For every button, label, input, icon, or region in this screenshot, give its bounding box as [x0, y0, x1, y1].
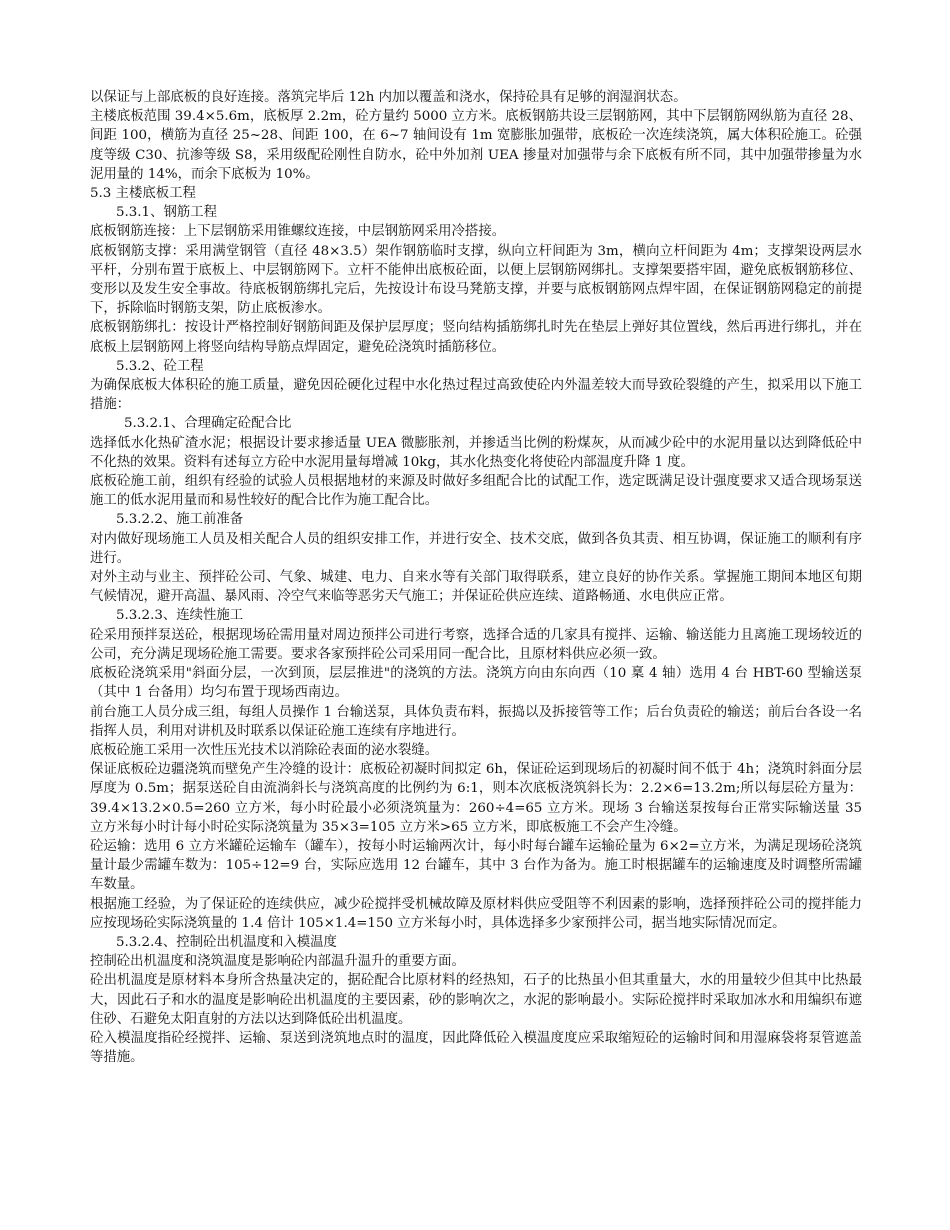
- paragraph: 砼运输：选用 6 立方米罐砼运输车（罐车），按每小时运输两次计，每小时每台罐车运输砼量为 6×2=立方米，为满足现场砼浇筑量计最少需罐车数为：105÷12=9 台，实际应选用 12 台罐车，其中 3 台作为备为。施工时根据罐车的运输速度及时调整所需罐车数量。: [90, 838, 862, 893]
- paragraph: 砼出机温度是原材料本身所含热量决定的，据砼配合比原材料的经热知，石子的比热虽小但其重量大，水的用量较少但其中比热最大，因此石子和水的温度是影响砼出机温度的主要因素，砂的影响次之，水泥的影响最小。实际砼搅拌时采取加冰水和用编织布遮住砂、石避免太阳直射的方法以达到降低砼出机温度。: [90, 973, 862, 1027]
- subsubsection-heading: 5.3.2.1、合理确定砼配合比: [124, 416, 292, 432]
- subsection-heading: 5.3.2、砼工程: [116, 358, 204, 374]
- paragraph: 主楼底板范围 39.4×5.6m，底板厚 2.2m，砼方量约 5000 立方米。底板钢筋共设三层钢筋网，其中下层钢筋网纵筋为直径 28、间距 100，横筋为直径 25~28、间距 100，在 6~7 轴间设有 1m 宽膨胀加强带，底板砼一次连续浇筑，属大体积砼施工。砼强度等级 C30、抗渗等级 S8，采用级配砼刚性自防水，砼中外加剂 UEA 掺量对加强带与余下底板有所不同，其中加强带掺量为水泥用量的 14%，而余下底板为 10%。: [90, 109, 862, 182]
- paragraph: 对内做好现场施工人员及相关配合人员的组织安排工作，并进行安全、技术交底，做到各负其责、相互协调，保证施工的顺利有序进行。: [90, 531, 862, 566]
- paragraph: 以保证与上部底板的良好连接。落筑完毕后 12h 内加以覆盖和浇水，保持砼具有足够的润湿润状态。: [90, 90, 687, 105]
- section-heading: 5.3 主楼底板工程: [90, 186, 196, 202]
- paragraph: 底板砼施工采用一次性压光技术以消除砼表面的泌水裂缝。: [90, 742, 439, 758]
- paragraph: 底板钢筋绑扎：按设计严格控制好钢筋间距及保护层厚度；竖向结构插筋绑扎时先在垫层上弹好其位置线，然后再进行绑扎，并在底板上层钢筋网上将竖向结构导筋点焊固定，避免砼浇筑时插筋移位。: [90, 320, 862, 355]
- subsubsection-heading: 5.3.2.2、施工前准备: [116, 512, 244, 528]
- paragraph: 底板砼施工前，组织有经验的试验人员根据地材的来源及时做好多组配合比的试配工作，选定既满足设计强度要求又适合现场泵送施工的低水泥用量而和易性较好的配合比作为施工配合比。: [90, 474, 862, 509]
- paragraph: 选择低水化热矿渣水泥；根据设计要求掺适量 UEA 微膨胀剂，并掺适当比例的粉煤灰，从而减少砼中的水泥用量以达到降低砼中不化热的效果。资料有述每立方砼中水泥用量每增减 10kg，其水化热变化将使砼内部温度升降 1 度。: [90, 435, 862, 470]
- subsection-heading: 5.3.1、钢筋工程: [116, 205, 218, 221]
- paragraph: 为确保底板大体积砼的施工质量，避免因砼硬化过程中水化热过程过高致使砼内外温差较大而导致砼裂缝的产生，拟采用以下施工措施：: [90, 378, 862, 413]
- paragraph: 前台施工人员分成三组，每组人员操作 1 台输送泵，具体负责布料，振捣以及拆接管等工作；后台负责砼的输送；前后台各设一名指挥人员，利用对讲机及时联系以保证砼施工连续有序地进行。: [90, 704, 862, 739]
- paragraph: 砼采用预拌泵送砼，根据现场砼需用量对周边预拌公司进行考察，选择合适的几家具有搅拌、运输、输送能力且离施工现场较近的公司，充分满足现场砼施工需要。要求各家预拌砼公司采用同一配合比，且原材料供应必须一致。: [90, 627, 862, 662]
- paragraph: 底板钢筋连接：上下层钢筋采用锥螺纹连接，中层钢筋网采用冷搭接。: [90, 224, 506, 240]
- subsubsection-heading: 5.3.2.4、控制砼出机温度和入模温度: [116, 934, 337, 950]
- paragraph: 砼入模温度指砼经搅拌、运输、泵送到浇筑地点时的温度，因此降低砼入模温度度应采取缩短砼的运输时间和用湿麻袋将泵管遮盖等措施。: [90, 1030, 862, 1066]
- document-page: [90, 88, 862, 1067]
- paragraph: 保证底板砼边疆浇筑而壁免产生冷缝的设计：底板砼初凝时间拟定 6h，保证砼运到现场后的初凝时间不低于 4h；浇筑时斜面分层厚度为 0.5m；据泵送砼自由流淌斜长与浇筑高度的比例约为 6:1，则本次底板浇筑斜长为：2.2×6=13.2m;所以每层砼方量为：39.4×13.2×0.5=260 立方米，每小时砼最小必须浇筑量为：260÷4=65 立方米。现场 3 台输送泵按每台正常实际输送量 35 立方米每小时计每小时砼实际浇筑量为 35×3=105 立方米>65 立方米，即底板施工不会产生冷缝。: [90, 762, 862, 835]
- paragraph: 根据施工经验，为了保证砼的连续供应，减少砼搅拌受机械故障及原材料供应受阻等不利因素的影响，选择预拌砼公司的搅拌能力应按现场砼实际浇筑量的 1.4 倍计 105×1.4=150 立方米每小时，具体选择多少家预拌公司，据当地实际情况而定。: [90, 896, 862, 931]
- paragraph: 对外主动与业主、预拌砼公司、气象、城建、电力、自来水等有关部门取得联系，建立良好的协作关系。掌握施工期间本地区旬期气候情况，避开高温、暴风雨、冷空气来临等恶劣天气施工；并保证砼供应连续、道路畅通、水电供应正常。: [90, 570, 862, 605]
- paragraph: 底板砼浇筑采用"斜面分层，一次到顶，层层推进"的浇筑的方法。浇筑方向由东向西（10 稟 4 轴）选用 4 台 HBT-60 型输送泵（其中 1 台备用）均匀布置于现场西南边。: [90, 666, 862, 701]
- subsubsection-heading: 5.3.2.3、连续性施工: [116, 608, 244, 624]
- paragraph: 底板钢筋支撑：采用满堂钢管（直径 48×3.5）架作钢筋临时支撑，纵向立杆间距为 3m，横向立杆间距为 4m；支撑架设两层水平杆，分别布置于底板上、中层钢筋网下。立杆不能伸出底板砼面，以便上层钢筋网绑扎。支撑架要搭牢固，避免底板钢筋移位、变形以及发生安全事故。待底板钢筋绑扎完后，先按设计布设马凳筋支撑，并要与底板钢筋网点焊牢固，在保证钢筋网稳定的前提下，拆除临时钢筋支架，防止底板渗水。: [90, 243, 862, 317]
- paragraph: 控制砼出机温度和浇筑温度是影响砼内部温升温升的重要方面。: [90, 954, 465, 970]
